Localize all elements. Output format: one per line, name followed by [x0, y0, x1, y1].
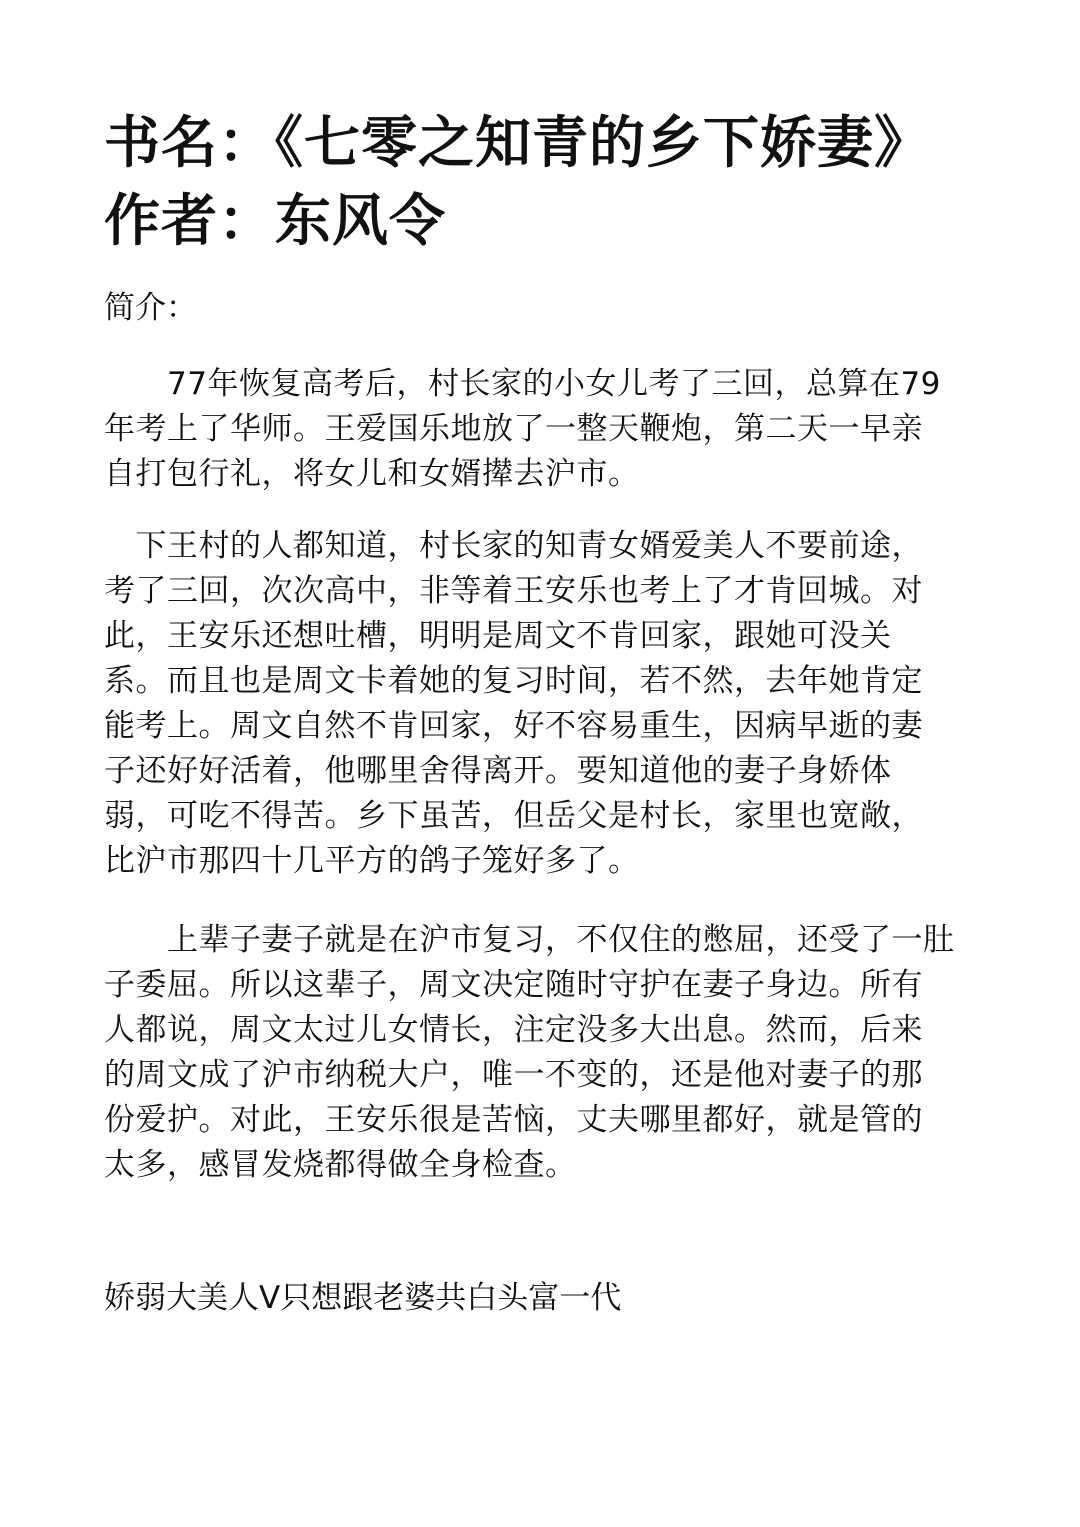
- paragraph-line: 年考上了华师。王爱国乐地放了一整天鞭炮，第二天一早亲: [104, 411, 923, 447]
- tagline: 娇弱大美人V只想跟老婆共白头富一代: [104, 1280, 622, 1316]
- paragraph-line: 上辈子妻子就是在沪市复习，不仅住的憋屈，还受了一肚: [104, 922, 955, 958]
- synopsis-paragraph-3: [104, 918, 976, 1188]
- paragraph-line: 太多，感冒发烧都得做全身检查。: [104, 1147, 577, 1183]
- paragraph-line: 的周文成了沪市纳税大户，唯一不变的，还是他对妻子的那: [104, 1057, 923, 1093]
- paragraph-line: 自打包行礼，将女儿和女婿撵去沪市。: [104, 456, 640, 492]
- book-title: 书名：《七零之知青的乡下娇妻》: [104, 111, 931, 176]
- paragraph-line: 子委屈。所以这辈子，周文决定随时守护在妻子身边。所有: [104, 967, 923, 1003]
- paragraph-line: 人都说，周文太过儿女情长，注定没多大出息。然而，后来: [104, 1012, 923, 1048]
- paragraph-line: 77年恢复高考后，村长家的小女儿考了三回，总算在79: [104, 366, 941, 402]
- synopsis-paragraph-2: [104, 524, 976, 884]
- intro-label: 简介：: [104, 290, 197, 326]
- paragraph-line: 比沪市那四十几平方的鸽子笼好多了。: [104, 843, 640, 879]
- paragraph-line: 此，王安乐还想吐槽，明明是周文不肯回家，跟她可没关: [104, 618, 892, 654]
- paragraph-line: 弱，可吃不得苦。乡下虽苦，但岳父是村长，家里也宽敞，: [104, 798, 923, 834]
- paragraph-line: 子还好好活着，他哪里舍得离开。要知道他的妻子身娇体: [104, 753, 892, 789]
- paragraph-line: 下王村的人都知道，村长家的知青女婿爱美人不要前途，: [104, 528, 923, 564]
- paragraph-line: 系。而且也是周文卡着她的复习时间，若不然，去年她肯定: [104, 663, 923, 699]
- paragraph-line: 考了三回，次次高中，非等着王安乐也考上了才肯回城。对: [104, 573, 923, 609]
- paragraph-line: 能考上。周文自然不肯回家，好不容易重生，因病早逝的妻: [104, 708, 923, 744]
- paragraph-line: 份爱护。对此，王安乐很是苦恼，丈夫哪里都好，就是管的: [104, 1102, 923, 1138]
- author-line: 作者：东风令: [104, 189, 446, 254]
- synopsis-paragraph-1: [104, 362, 976, 497]
